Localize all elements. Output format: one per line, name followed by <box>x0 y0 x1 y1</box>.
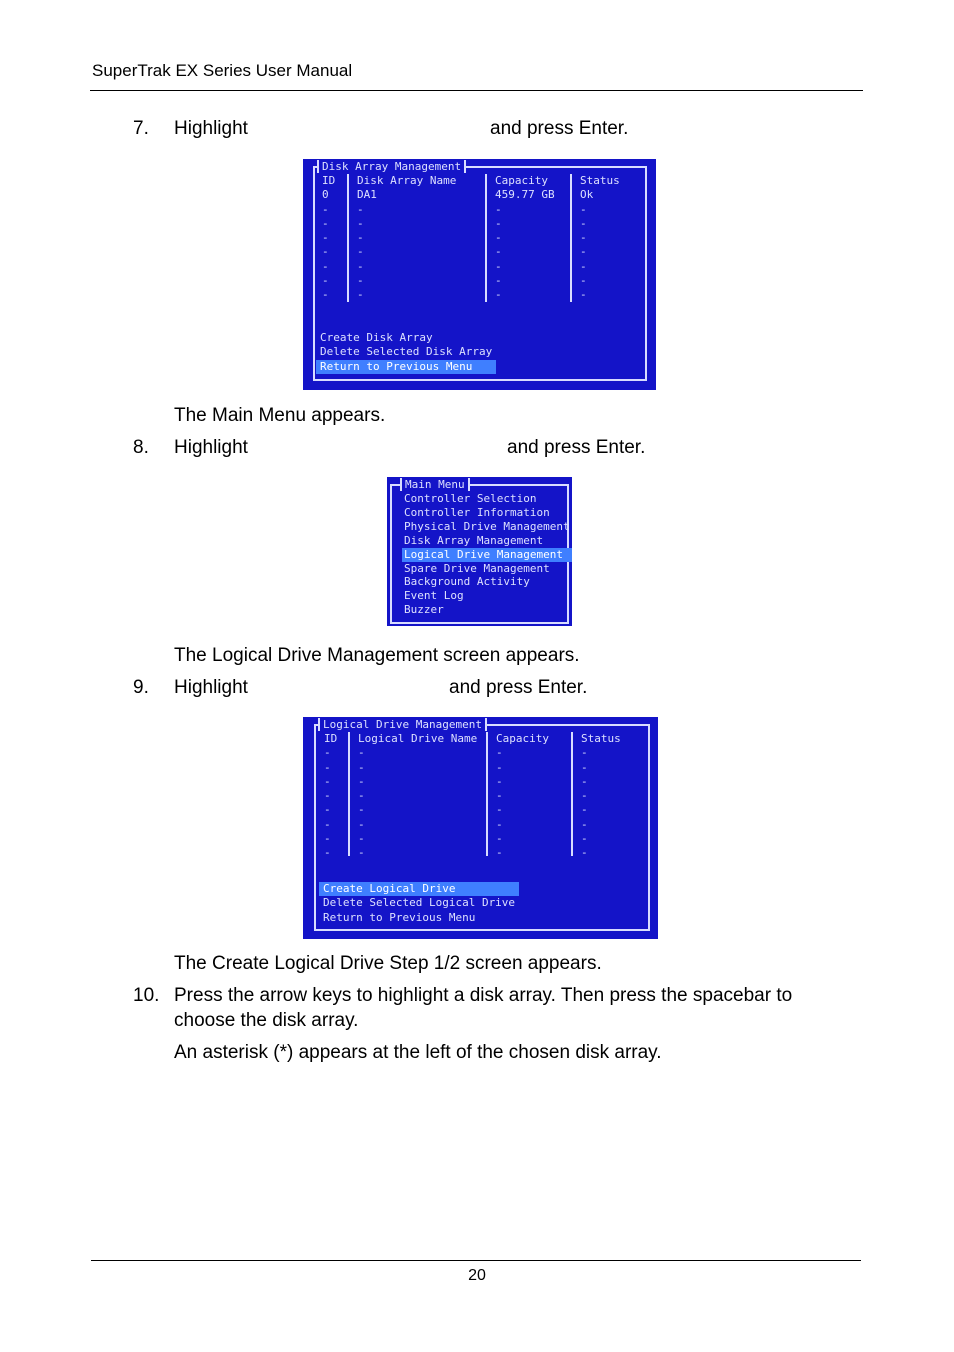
table-cell-capacity: - <box>496 817 503 831</box>
table-cell-name: DA1 <box>357 188 377 202</box>
menu-item[interactable]: Create Logical Drive <box>319 882 519 896</box>
table-cell-id: - <box>322 216 329 230</box>
column-divider <box>570 174 572 302</box>
table-cell-id: - <box>322 288 329 302</box>
main-menu-item[interactable]: Buzzer <box>404 603 444 617</box>
table-cell-name: - <box>358 789 365 803</box>
menu-item[interactable]: Create Disk Array <box>320 331 433 344</box>
table-cell-status: - <box>580 245 587 259</box>
table-cell-id: 0 <box>322 188 329 202</box>
table-cell-id: - <box>324 789 331 803</box>
table-cell-name: - <box>358 746 365 760</box>
table-cell-status: - <box>581 774 588 788</box>
table-cell-capacity: - <box>495 245 502 259</box>
step-10-number: 10. <box>133 985 160 1006</box>
table-cell-name: - <box>357 259 364 273</box>
column-divider <box>571 732 573 856</box>
table-cell-capacity: - <box>495 202 502 216</box>
column-divider <box>486 732 488 856</box>
main-menu-item[interactable]: Logical Drive Management <box>402 548 572 562</box>
table-cell-name: - <box>357 216 364 230</box>
header-rule <box>90 90 863 91</box>
table-cell-capacity: - <box>496 760 503 774</box>
screen-title: Main Menu <box>400 478 470 491</box>
table-cell-capacity: - <box>495 216 502 230</box>
running-header: SuperTrak EX Series User Manual <box>92 61 353 80</box>
table-cell-capacity: - <box>496 746 503 760</box>
table-cell-capacity: 459.77 GB <box>495 188 555 202</box>
screen-title: Logical Drive Management <box>318 718 487 731</box>
column-header-capacity: Capacity <box>495 174 548 187</box>
column-header-status: Status <box>581 732 621 745</box>
capacity-column <box>496 732 549 861</box>
note-asterisk-appears: An asterisk (*) appears at the left of the chosen disk array. <box>174 1042 662 1063</box>
main-menu-item[interactable]: Controller Information <box>404 505 550 519</box>
table-cell-name: - <box>358 760 365 774</box>
table-cell-id: - <box>322 245 329 259</box>
table-cell-capacity: - <box>495 288 502 302</box>
step-10-text: Press the arrow keys to highlight a disk array. Then press the spacebar to choose the disk array. <box>174 985 793 1031</box>
table-cell-id: - <box>324 803 331 817</box>
main-menu-list <box>402 492 572 617</box>
menu-item[interactable]: Delete Selected Disk Array <box>320 345 493 359</box>
table-cell-capacity: - <box>495 259 502 273</box>
column-divider <box>348 732 350 856</box>
table-cell-status: Ok <box>580 188 594 202</box>
table-cell-id: - <box>324 817 331 831</box>
column-header-capacity: Capacity <box>496 732 549 745</box>
table-cell-id: - <box>322 231 329 245</box>
status-column <box>581 732 621 861</box>
table-cell-id: - <box>324 832 331 846</box>
status-column <box>580 174 620 303</box>
main-menu-item[interactable]: Spare Drive Management <box>404 561 550 575</box>
logical-drive-management-screen <box>303 717 658 939</box>
menu-item[interactable]: Return to Previous Menu <box>316 360 496 374</box>
step-7-number: 7. <box>133 118 149 139</box>
column-header-id: ID <box>322 174 336 187</box>
table-cell-capacity: - <box>495 231 502 245</box>
table-cell-name: - <box>357 202 364 216</box>
table-cell-name: - <box>357 231 364 245</box>
table-cell-name: - <box>357 274 364 288</box>
step-9-tail: and press Enter. <box>449 677 588 698</box>
table-cell-capacity: - <box>496 832 503 846</box>
table-cell-capacity: - <box>496 774 503 788</box>
column-header-status: Status <box>580 174 620 187</box>
table-cell-id: - <box>324 746 331 760</box>
disk-array-management-screen <box>303 159 656 390</box>
step-9-lead: Highlight <box>174 677 248 698</box>
table-cell-status: - <box>581 817 588 831</box>
step-7-lead: Highlight <box>174 118 248 139</box>
step-7-tail: and press Enter. <box>490 118 629 139</box>
column-divider <box>347 174 349 302</box>
table-cell-status: - <box>580 274 587 288</box>
table-cell-name: - <box>357 288 364 302</box>
main-menu-item[interactable]: Background Activity <box>404 575 530 589</box>
screen-menu <box>316 331 496 374</box>
table-cell-status: - <box>581 746 588 760</box>
table-cell-id: - <box>324 846 331 860</box>
table-cell-id: - <box>322 259 329 273</box>
capacity-column <box>495 174 555 303</box>
table-cell-id: - <box>322 202 329 216</box>
table-cell-status: - <box>580 259 587 273</box>
column-header-name: Logical Drive Name <box>358 732 478 745</box>
table-cell-capacity: - <box>496 789 503 803</box>
table-cell-status: - <box>581 846 588 860</box>
menu-item[interactable]: Delete Selected Logical Drive <box>323 896 516 910</box>
table-cell-name: - <box>358 774 365 788</box>
main-menu-screen <box>387 477 572 626</box>
table-cell-capacity: - <box>496 846 503 860</box>
table-cell-id: - <box>322 274 329 288</box>
main-menu-item[interactable]: Physical Drive Management <box>404 519 570 533</box>
table-cell-name: - <box>357 245 364 259</box>
main-menu-item[interactable]: Controller Selection <box>404 492 537 505</box>
table-cell-name: - <box>358 832 365 846</box>
note-main-menu-appears: The Main Menu appears. <box>174 405 386 426</box>
table-cell-capacity: - <box>495 274 502 288</box>
id-column <box>322 174 335 303</box>
table-cell-id: - <box>324 774 331 788</box>
screen-menu <box>319 882 519 925</box>
id-column <box>324 732 337 861</box>
table-cell-capacity: - <box>496 803 503 817</box>
table-cell-status: - <box>581 803 588 817</box>
column-header-name: Disk Array Name <box>357 174 457 187</box>
menu-item[interactable]: Return to Previous Menu <box>323 910 476 924</box>
table-cell-status: - <box>581 832 588 846</box>
table-cell-status: - <box>580 216 587 230</box>
table-cell-status: - <box>581 760 588 774</box>
step-8-number: 8. <box>133 437 149 458</box>
name-column <box>358 732 477 861</box>
table-cell-status: - <box>580 288 587 302</box>
table-cell-name: - <box>358 817 365 831</box>
table-cell-id: - <box>324 760 331 774</box>
name-column <box>357 174 456 303</box>
note-logical-drive-screen-appears: The Logical Drive Management screen appears. <box>174 645 580 666</box>
table-cell-status: - <box>580 231 587 245</box>
page-number: 20 <box>468 1267 486 1284</box>
note-create-step-screen-appears: The Create Logical Drive Step 1/2 screen appears. <box>174 953 602 974</box>
main-menu-item[interactable]: Event Log <box>404 589 464 603</box>
step-8-tail: and press Enter. <box>507 437 646 458</box>
table-cell-name: - <box>358 846 365 860</box>
footer-rule <box>91 1260 861 1261</box>
main-menu-item[interactable]: Disk Array Management <box>404 533 544 547</box>
screen-title: Disk Array Management <box>317 160 466 173</box>
step-9-number: 9. <box>133 677 149 698</box>
column-header-id: ID <box>324 732 338 745</box>
column-divider <box>485 174 487 302</box>
table-cell-name: - <box>358 803 365 817</box>
table-cell-status: - <box>580 202 587 216</box>
table-cell-status: - <box>581 789 588 803</box>
step-8-lead: Highlight <box>174 437 248 458</box>
